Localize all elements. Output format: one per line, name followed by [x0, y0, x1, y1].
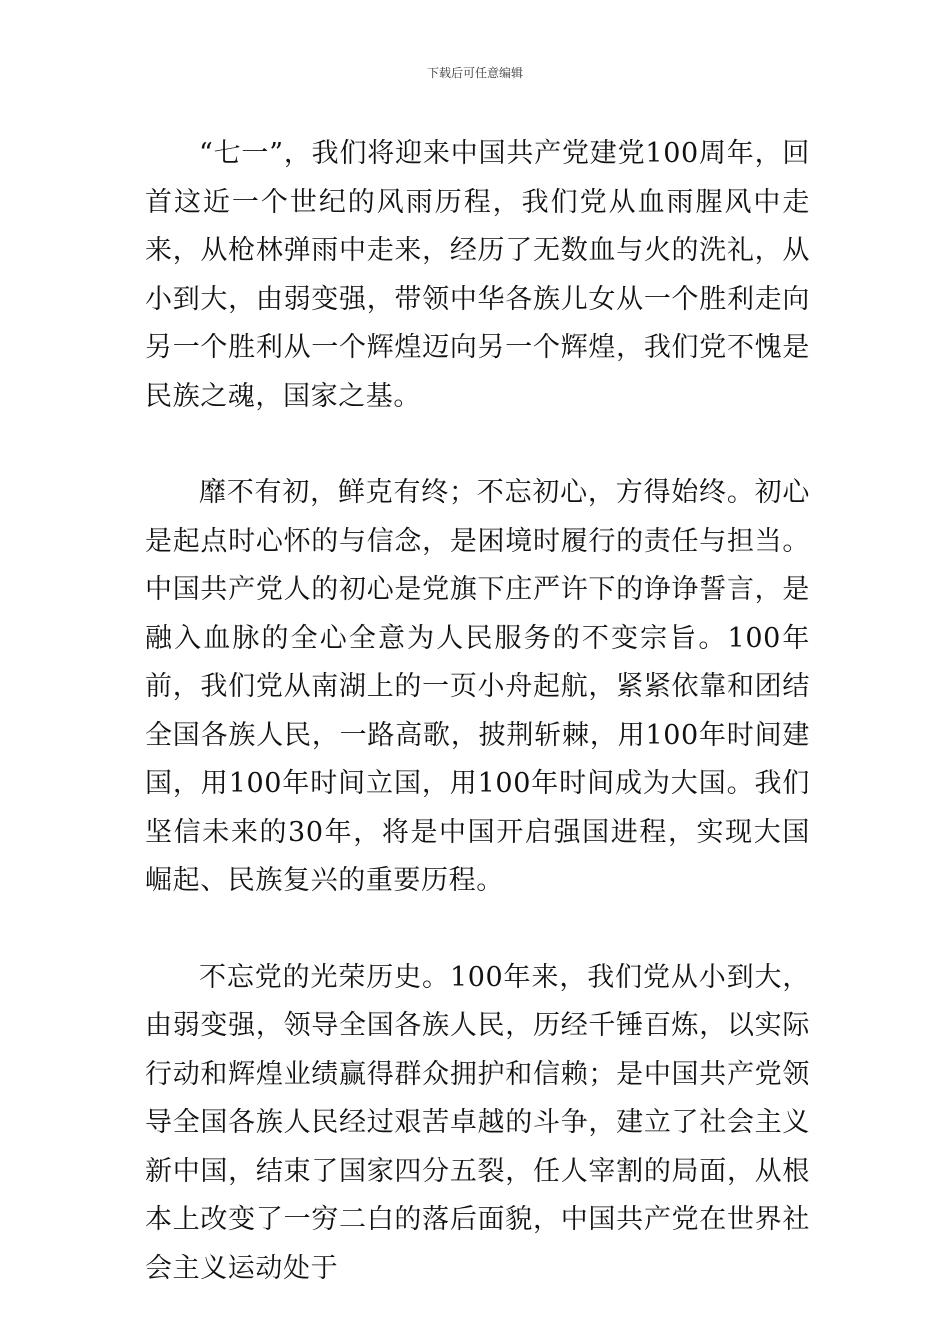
- document-body: [145, 130, 810, 1293]
- paragraph-3: 不忘党的光荣历史。100年来，我们党从小到大，由弱变强，领导全国各族人民，历经千锤百炼，以实际行动和辉煌业绩赢得群众拥护和信赖；是中国共产党领导全国各族人民经过艰苦卓越的斗争，建立了社会主义新中国，结束了国家四分五裂，任人宰割的局面，从根本上改变了一穷二白的落后面貌，中国共产党在世界社会主义运动处于: [145, 961, 810, 1284]
- paragraph-2: 靡不有初，鲜克有终；不忘初心，方得始终。初心是起点时心怀的与信念，是困境时履行的责任与担当。中国共产党人的初心是党旗下庄严许下的诤诤誓言，是融入血脉的全心全意为人民服务的不变宗旨。100年前，我们党从南湖上的一页小舟起航，紧紧依靠和团结全国各族人民，一路高歌，披荆斩棘，用100年时间建国，用100年时间立国，用100年时间成为大国。我们坚信未来的30年，将是中国开启强国进程，实现大国崛起、民族复兴的重要历程。: [145, 477, 810, 896]
- paragraph-1: “七一”，我们将迎来中国共产党建党100周年，回首这近一个世纪的风雨历程，我们党从血雨腥风中走来，从枪林弹雨中走来，经历了无数血与火的洗礼，从小到大，由弱变强，带领中华各族儿女从一个胜利走向另一个胜利从一个辉煌迈向另一个辉煌，我们党不愧是民族之魂，国家之基。: [145, 138, 810, 412]
- page-header: 下载后可任意编辑: [426, 66, 523, 80]
